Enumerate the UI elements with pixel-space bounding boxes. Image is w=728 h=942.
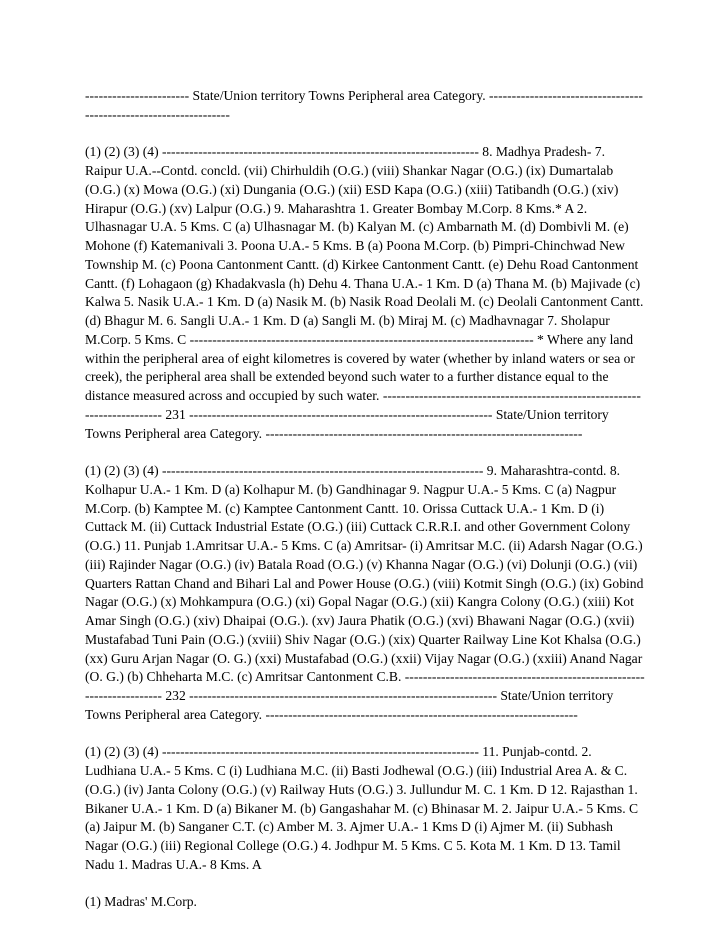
table-header-paragraph: ----------------------- State/Union territory Towns Peripheral area Category. ------------------------------------------------------------------ — [85, 88, 643, 122]
rajasthan-tamilnadu-paragraph: (1) (2) (3) (4) ---------------------------------------------------------------------- 11. Punjab-contd. 2. Ludhiana U.A.- 5 Kms. C (i) Ludhiana M.C. (ii) Basti Jodhewal (O.G.) (iii) Industrial Area A. & C.(O.G.) (iv) Janta Colony (O.G.) (v) Railway Huts (O.G.) 3. Jullundur M. C. 1 Km. D 12. Rajasthan 1. Bikaner U.A.- 1 Km. D (a) Bikaner M. (b) Gangashahar M. (c) Bhinasar M. 2. Jaipur U.A.- 5 Kms. C (a) Jaipur M. (b) Sanganer C.T. (c) Amber M. 3. Ajmer U.A.- 1 Kms D (i) Ajmer M. (ii) Subhash Nagar (O.G.) (iii) Regional College (O.G.) 4. Jodhpur M. 5 Kms. C 5. Kota M. 1 Km. D 13. Tamil Nadu 1. Madras U.A.- 8 Kms. A — [85, 744, 639, 872]
madras-paragraph: (1) Madras' M.Corp. — [85, 894, 197, 910]
document-body — [85, 87, 645, 912]
punjab-section-paragraph: (1) (2) (3) (4) ----------------------------------------------------------------------- 9. Maharashtra-contd. 8. Kolhapur U.A.- 1 Km. D (a) Kolhapur M. (b) Gandhinagar 9. Nagpur U.A.- 5 Kms. C (a) Nagpur M.Corp. (b) Kamptee M. (c) Kamptee Cantonment Cantt. 10. Orissa Cuttack U.A.- 1 Km. D (i) Cuttack M. (ii) Cuttack Industrial Estate (O.G.) (iii) Cuttack C.R.R.I. and other Government Colony (O.G.) 11. Punjab 1.Amritsar U.A.- 5 Kms. C (a) Amritsar- (i) Amritsar M.C. (ii) Adarsh Nagar (O.G.) (iii) Rajinder Nagar (O.G.) (iv) Batala Road (O.G.) (v) Khanna Nagar (O.G.) (vi) Dolunji (O.G.) (vii) Quarters Rattan Chand and Bihari Lal and Power House (O.G.) (viii) Kotmit Singh (O.G.) (ix) Gobind Nagar (O.G.) (x) Mohkampura (O.G.) (xi) Gopal Nagar (O.G.) (xii) Kangra Colony (O.G.) (xiii) Kot Amar Singh (O.G.) (xiv) Dhaipai (O.G.). (xv) Jaura Phatik (O.G.) (xvi) Bhawani Nagar (O.G.) (xvii) Mustafabad Tuni Pain (O.G.) (xviii) Shiv Nagar (O.G.) (xix) Quarter Railway Line Kot Khalsa (O.G.) (xx) Guru Arjan Nagar (O. G.) (xxi) Mustafabad (O.G.) (xxii) Vijay Nagar (O.G.) (xxiii) Anand Nagar (O. G.) (b) Chheharta M.C. (c) Amritsar Cantonment C.B. ---------------------------------------------------------------------- 232 -------------------------------------------------------------------- State/Union territory Towns Peripheral area Category. --------------------------------------------------------------------- — [85, 463, 645, 722]
maharashtra-section-paragraph: (1) (2) (3) (4) ---------------------------------------------------------------------- 8. Madhya Pradesh- 7. Raipur U.A.--Contd. concld. (vii) Chirhuldih (O.G.) (viii) Shankar Nagar (O.G.) (ix) Dumartalab (O.G.) (x) Mowa (O.G.) (xi) Dungania (O.G.) (xii) ESD Kapa (O.G.) (xiii) Tatibandh (O.G.) (xiv) Hirapur (O.G.) (xv) Lalpur (O.G.) 9. Maharashtra 1. Greater Bombay M.Corp. 8 Kms.* A 2. Ulhasnagar U.A. 5 Kms. C (a) Ulhasnagar M. (b) Kalyan M. (c) Ambarnath M. (d) Dombivli M. (e) Mohone (f) Katemanivali 3. Poona U.A.- 5 Kms. B (a) Poona M.Corp. (b) Pimpri-Chinchwad New Township M. (c) Poona Cantonment Cantt. (d) Kirkee Cantonment Cantt. (e) Dehu Road Cantonment Cantt. (f) Lohagaon (g) Khadakvasla (h) Dehu 4. Thana U.A.- 1 Km. D (a) Thana M. (b) Majivade (c) Kalwa 5. Nasik U.A.- 1 Km. D (a) Nasik M. (b) Nasik Road Deolali M. (c) Deolali Cantonment Cantt. (d) Bhagur M. 6. Sangli U.A.- 1 Km. D (a) Sangli M. (b) Miraj M. (c) Madhavnagar 7. Sholapur M.Corp. 5 Kms. C ---------------------------------------------------------------------------- * Where any land within the peripheral area of eight kilometres is covered by water (whether by inland waters or sea or creek), the peripheral area shall be extended beyond such water to a further distance equal to the distance measured across and occupied by such water. -------------------------------------------------------------------------- 231 ------------------------------------------------------------------- State/Union territory Towns Peripheral area Category. ---------------------------------------------------------------------- — [85, 144, 644, 441]
